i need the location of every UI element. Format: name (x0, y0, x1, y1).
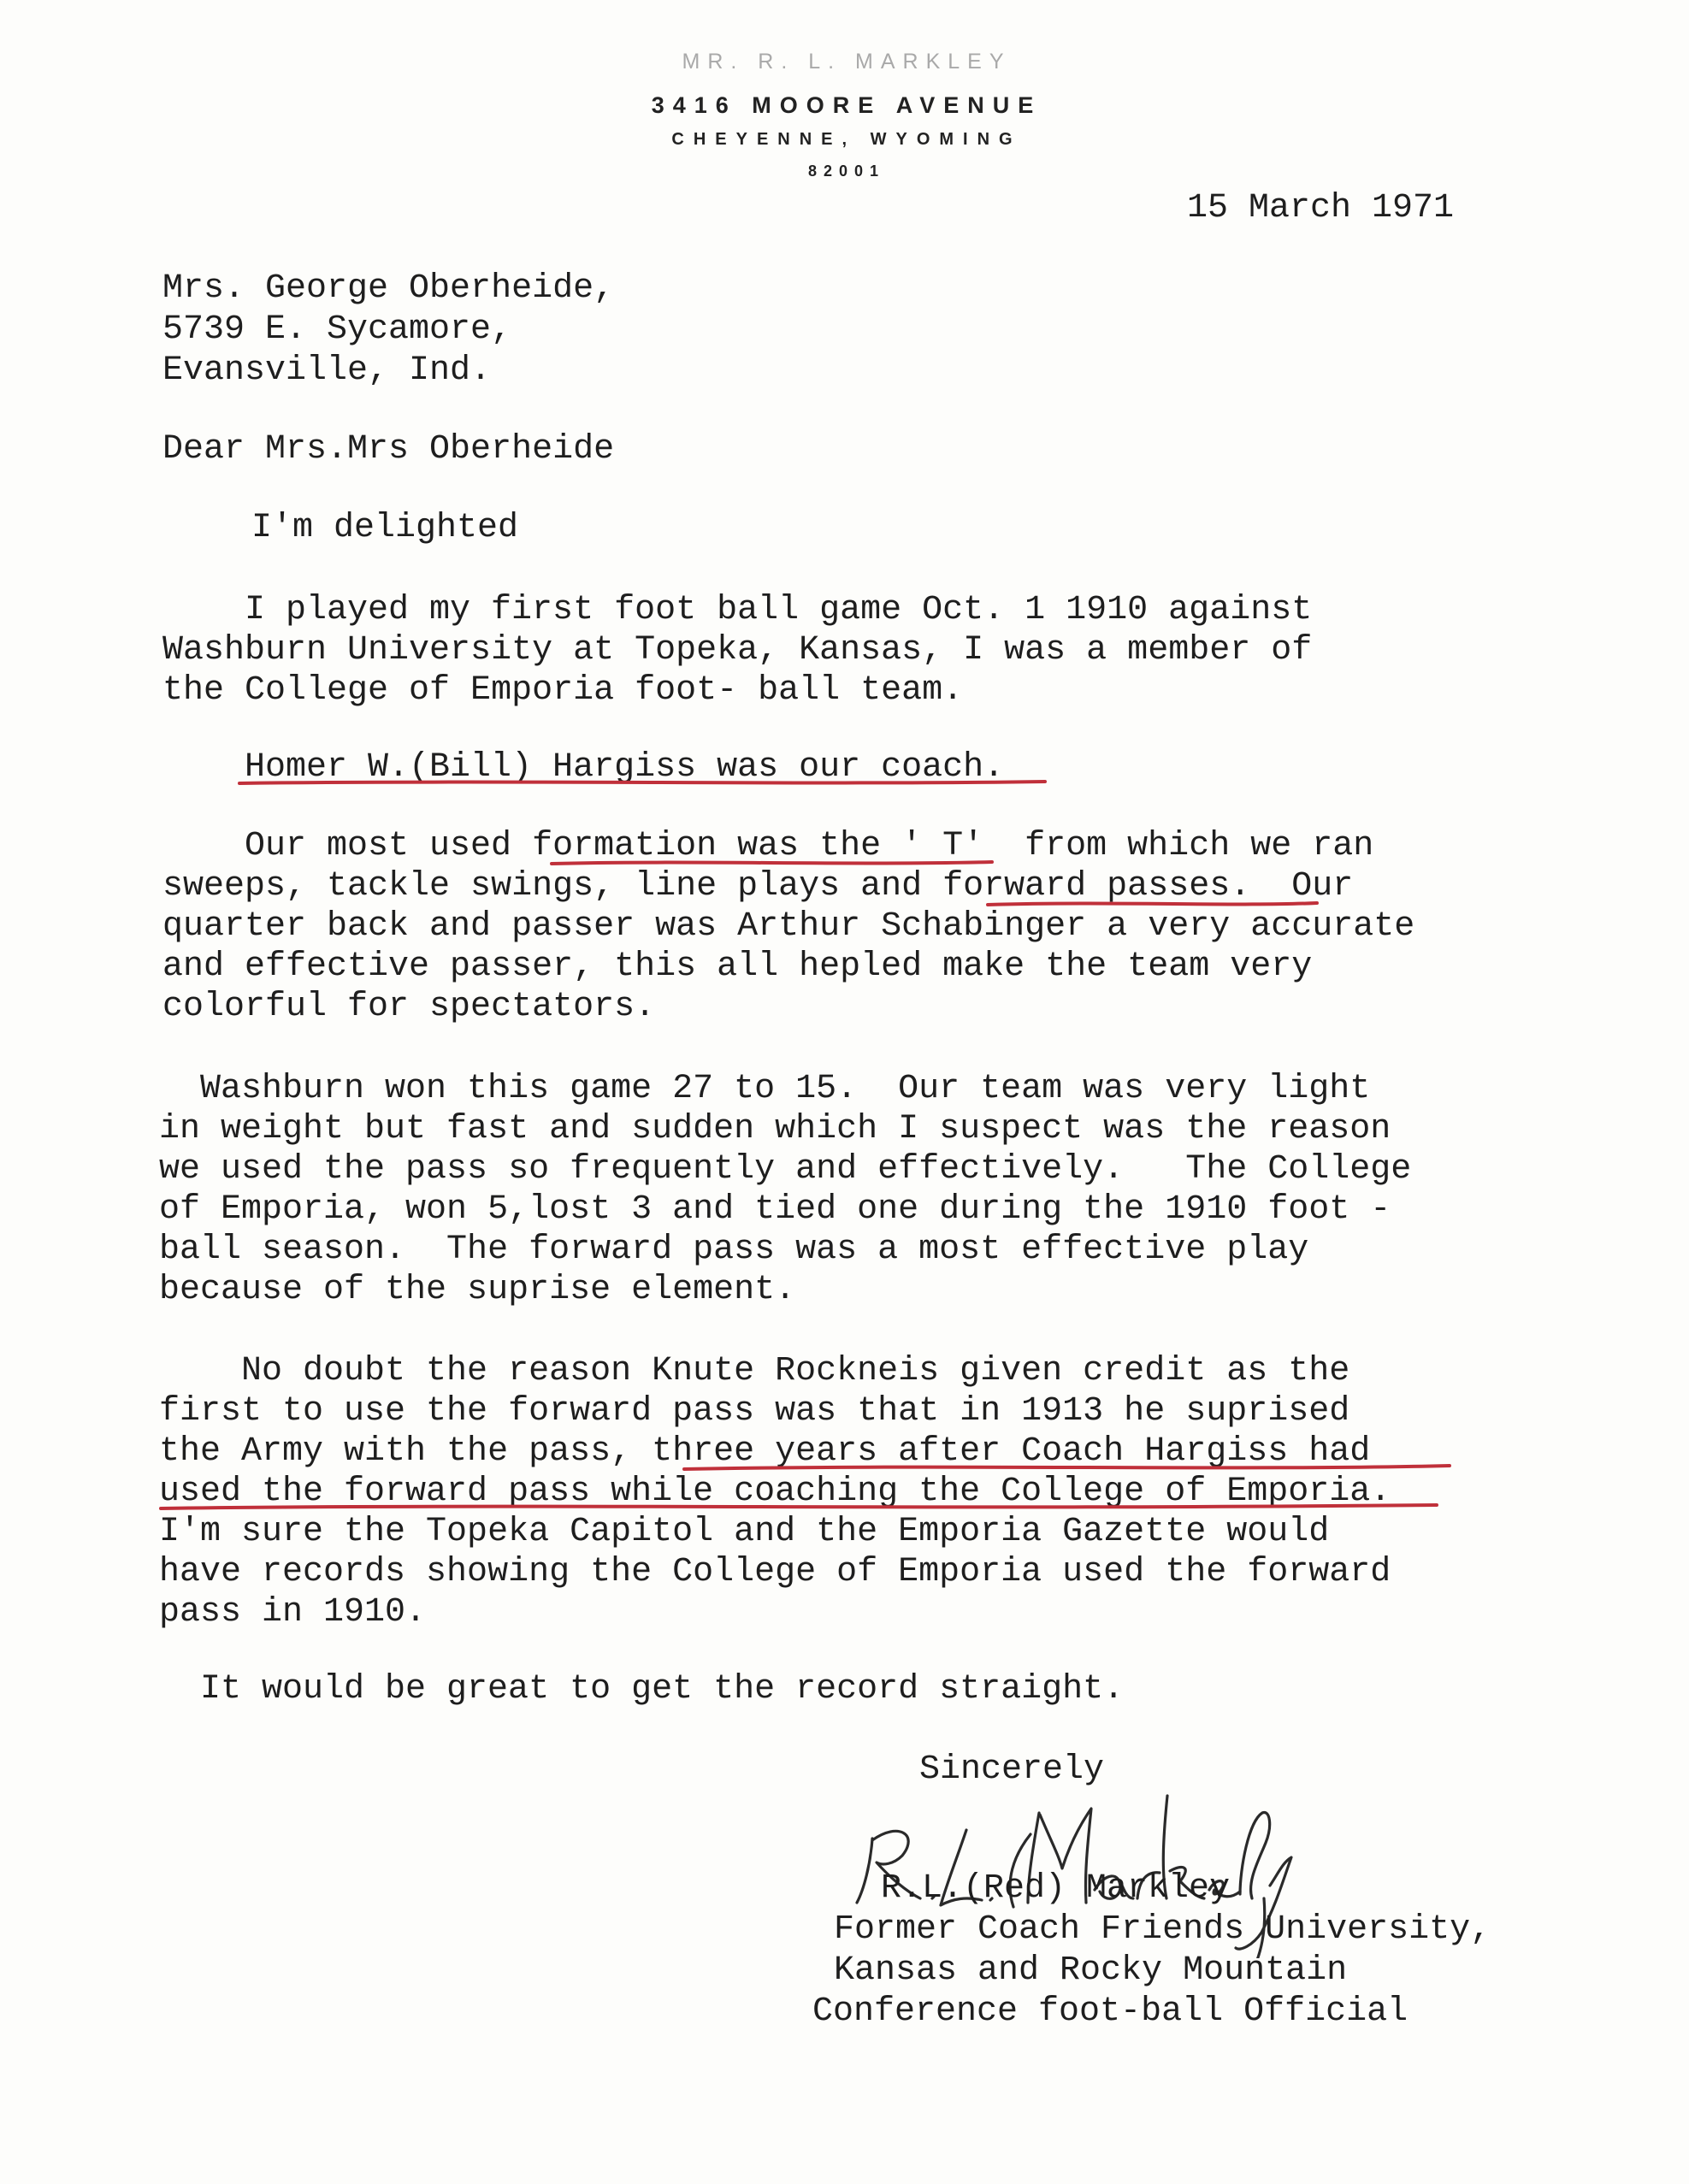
paragraph-line: Washburn University at Topeka, Kansas, I was a member of (162, 631, 1313, 670)
paragraph-line: ball season. The forward pass was a most effective play (159, 1231, 1309, 1269)
paragraph-line: and effective passer, this all hepled make the team very (162, 947, 1313, 986)
paragraph-line: first to use the forward pass was that in 1913 he suprised (159, 1392, 1350, 1431)
paragraph-formation (162, 826, 1414, 1027)
paragraph-line: No doubt the reason Knute Rockneis given credit as the (159, 1352, 1350, 1390)
recipient-street: 5739 E. Sycamore, (162, 310, 512, 349)
paragraph-line: sweeps, tackle swings, line plays and forward passes. Our (162, 867, 1354, 906)
paragraph-line: pass in 1910. (159, 1593, 427, 1632)
paragraph-game-result (159, 1069, 1411, 1310)
signature-title-line: Conference foot-ball Official (812, 1992, 1408, 2031)
paragraph-line: colorful for spectators. (162, 988, 656, 1026)
paragraph-line: Our most used formation was the ' T' from which we ran (204, 827, 1374, 865)
paragraph-line: the College of Emporia foot- ball team. (162, 671, 964, 710)
recipient-name: Mrs. George Oberheide, (162, 269, 615, 308)
recipient-city: Evansville, Ind. (162, 351, 492, 390)
paragraph-line: the Army with the pass, three years after Coach Hargiss had (159, 1432, 1371, 1471)
paragraph-line: we used the pass so frequently and effectively. The College (159, 1150, 1412, 1189)
signature-title-line: Kansas and Rocky Mountain (834, 1951, 1348, 1990)
letterhead-name: MR. R. L. MARKLEY (682, 50, 1012, 74)
letter-date: 15 March 1971 (1187, 189, 1455, 227)
signature-title-line: Former Coach Friends University, (834, 1910, 1491, 1949)
paragraph-line: because of the suprise element. (159, 1271, 796, 1309)
paragraph-line: have records showing the College of Emporia used the forward (159, 1553, 1391, 1591)
paragraph-line: in weight but fast and sudden which I suspect was the reason (159, 1110, 1391, 1148)
signature-name: R.L.(Red) Markley (881, 1869, 1231, 1908)
letterhead-address: 3416 MOORE AVENUE (651, 92, 1042, 118)
letterhead-zip: 82001 (807, 162, 886, 180)
paragraph-line: used the forward pass while coaching the College of Emporia. (159, 1473, 1391, 1511)
opening-line: I'm delighted (251, 509, 519, 547)
paragraph-rockne (159, 1351, 1391, 1632)
paragraph-line: quarter back and passer was Arthur Schabinger a very accurate (162, 907, 1415, 946)
paragraph-line: Washburn won this game 27 to 15. Our team was very light (180, 1070, 1371, 1108)
paragraph-first-game (162, 590, 1312, 711)
paragraph-coach: Homer W.(Bill) Hargiss was our coach. (245, 748, 1005, 787)
paragraph-line: I played my first foot ball game Oct. 1 1910 against (245, 591, 1313, 629)
letterhead-city: CHEYENNE, WYOMING (671, 130, 1022, 149)
salutation: Dear Mrs.Mrs Oberheide (162, 430, 615, 469)
paragraph-line: of Emporia, won 5,lost 3 and tied one during the 1910 foot - (159, 1190, 1391, 1229)
paragraph-line: I'm sure the Topeka Capitol and the Emporia Gazette would (159, 1513, 1330, 1551)
closing-sincerely: Sincerely (919, 1750, 1105, 1789)
closing-remark: It would be great to get the record straight. (200, 1670, 1125, 1709)
